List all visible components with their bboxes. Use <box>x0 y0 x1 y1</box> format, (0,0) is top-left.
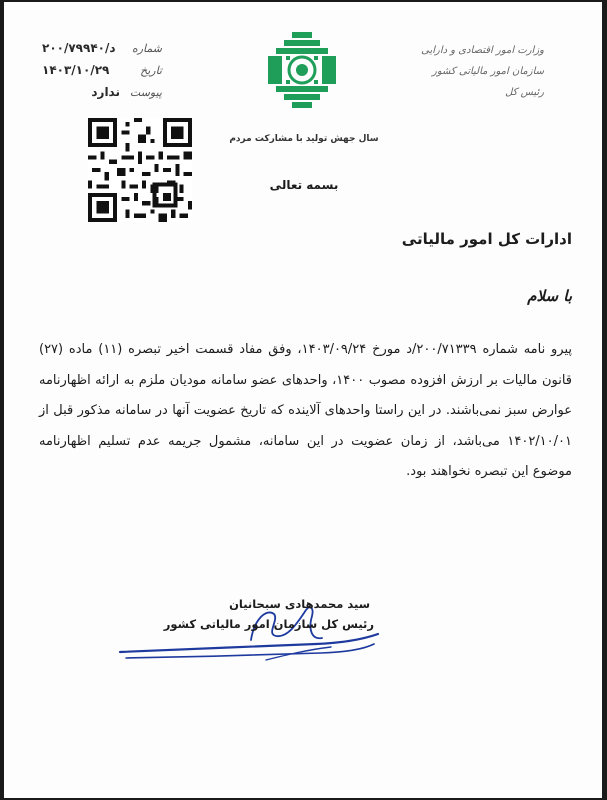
ministry-header <box>414 40 544 103</box>
number-label: شماره <box>131 42 162 55</box>
greeting: با سلام <box>527 287 572 305</box>
date-label: تاریخ <box>140 64 162 77</box>
ministry-line: وزارت امور اقتصادی و دارایی <box>421 45 544 56</box>
number-value: ۲۰۰/۷۹۹۴۰/د <box>42 41 116 55</box>
basmala: بسمه تعالی <box>269 178 339 192</box>
letter-body: پیرو نامه شماره ۲۰۰/۷۱۳۳۹/د مورخ ۱۴۰۳/۰۹/۲۴، وفق مفاد قسمت اخیر تبصره (۱۱) ماده (۲۷) قانون مالیات بر ارزش افزوده مصوب ۱۴۰۰، واحدهای عضو سامانه مودیان ملزم به ارائه اظهارنامه عوارض سبز نمی‌باشند. در این راستا واحدهای آلاینده که تاریخ عضویت آنها در سامانه مذکور قبل از ۱۴۰۲/۱۰/۰۱ می‌باشد، از زمان عضویت در این سامانه، مشمول جریمه عدم تسلیم اظهارنامه موضوع این تبصره نخواهند بود. <box>39 342 573 479</box>
attachment-label: پیوست <box>129 86 162 99</box>
qr-code <box>88 118 192 222</box>
tax-organization-logo <box>262 30 342 110</box>
letter-number-row <box>30 40 170 62</box>
letter-date-row <box>30 62 170 84</box>
letter-reference-block <box>30 40 170 106</box>
signatory-title: رئیس کل سازمان امور مالیاتی کشور <box>163 617 374 631</box>
attachment-value: ندارد <box>91 85 120 99</box>
head-line: رئیس کل <box>505 87 544 98</box>
letter-page <box>4 2 602 798</box>
date-value: ۱۴۰۳/۱۰/۲۹ <box>42 63 110 77</box>
organization-line: سازمان امور مالیاتی کشور <box>432 66 544 77</box>
signatory-name: سید محمدهادی سبحانیان <box>229 597 370 611</box>
letter-attachment-row <box>30 84 170 106</box>
year-slogan: سال جهش تولید با مشارکت مردم <box>229 134 379 144</box>
recipient: ادارات کل امور مالیاتی <box>401 230 572 248</box>
